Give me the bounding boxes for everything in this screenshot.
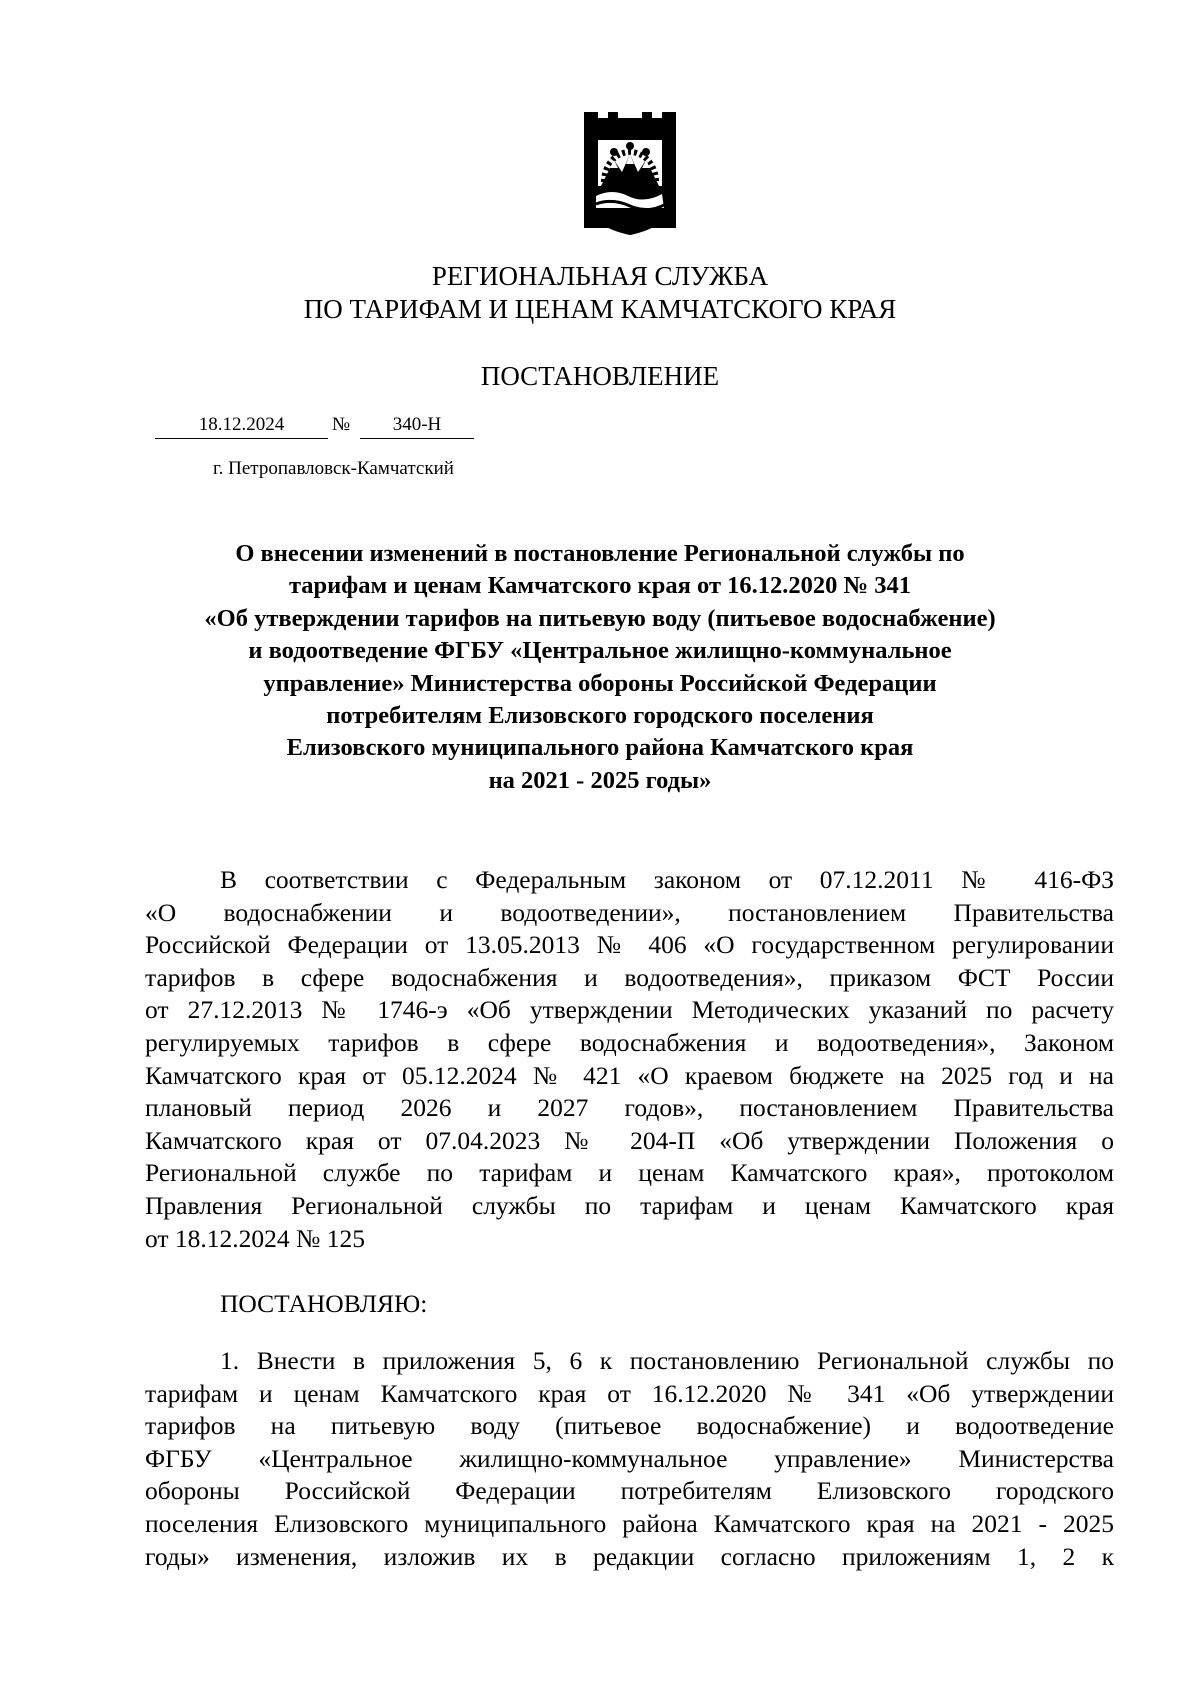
issuing-authority [0, 260, 1200, 326]
paragraph-line: от 18.12.2024 № 125 [145, 1223, 366, 1253]
paragraph-line: Региональной службе по тарифам и ценам Камчатского края», протоколом [145, 1158, 1114, 1188]
authority-line-1: РЕГИОНАЛЬНАЯ СЛУЖБА [431, 261, 769, 291]
document-type: ПОСТАНОВЛЕНИЕ [480, 361, 720, 391]
title-line: на 2021 - 2025 годы» [488, 766, 712, 794]
paragraph-line: регулируемых тарифов в сфере водоснабжения и водоотведения», Законом [145, 1027, 1114, 1057]
paragraph-line: тарифам и ценам Камчатского края от 16.12.2020 № 341 «Об утверждении [145, 1378, 1114, 1408]
title-line: тарифам и ценам Камчатского края от 16.12.2020 № 341 [288, 572, 912, 600]
title-line: потребителям Елизовского городского поселения [326, 702, 874, 730]
title-line: О внесении изменений в постановление Региональной службы по [235, 540, 965, 567]
paragraph-line: Российской Федерации от 13.05.2013 № 406 «О государственном регулировании [145, 930, 1114, 960]
preamble-paragraph [145, 864, 1114, 1255]
paragraph-line: 1. Внести в приложения 5, 6 к постановлению Региональной службы по [220, 1346, 1114, 1375]
paragraph-line: от 27.12.2013 № 1746-э «Об утверждении Методических указаний по расчету [145, 995, 1114, 1025]
issuing-city: г. Петропавловск-Камчатский [213, 458, 454, 479]
paragraph-line: обороны Российской Федерации потребителям Елизовского городского [145, 1476, 1114, 1506]
paragraph-line: ФГБУ «Центральное жилищно-коммунальное управление» Министерства [145, 1443, 1114, 1473]
number-sign: № [332, 414, 351, 435]
title-line: и водоотведение ФГБУ «Центральное жилищно-коммунальное [248, 637, 952, 665]
document-title [150, 538, 1050, 797]
paragraph-line: В соответствии с Федеральным законом от 07.12.2011 № 416-ФЗ [220, 865, 1114, 894]
document-date: 18.12.2024 [155, 412, 328, 439]
paragraph-line: Камчатского края от 07.04.2023 № 204-П «Об утверждении Положения о [145, 1125, 1114, 1155]
paragraph-line: тарифов на питьевую воду (питьевое водоснабжение) и водоотведение [145, 1411, 1114, 1441]
resolution-heading: ПОСТАНОВЛЯЮ: [220, 1289, 428, 1318]
title-line: управление» Министерства обороны Российской Федерации [263, 669, 937, 697]
authority-line-2: ПО ТАРИФАМ И ЦЕНАМ КАМЧАТСКОГО КРАЯ [303, 294, 897, 324]
paragraph-line: тарифов в сфере водоснабжения и водоотведения», приказом ФСТ России [145, 962, 1114, 992]
title-line: «Об утверждении тарифов на питьевую воду (питьевое водоснабжение) [204, 604, 996, 632]
document-date-number-row [155, 412, 474, 438]
paragraph-line: «О водоснабжении и водоотведении», постановлением Правительства [145, 897, 1114, 927]
document-number: 340-Н [360, 412, 474, 439]
kamchatka-coat-of-arms-emblem [578, 112, 682, 242]
paragraph-line: Камчатского края от 05.12.2024 № 421 «О краевом бюджете на 2025 год и на [145, 1060, 1114, 1090]
resolution-clause-1 [145, 1345, 1114, 1573]
paragraph-line: Правления Региональной службы по тарифам и ценам Камчатского края [145, 1190, 1114, 1220]
title-line: Елизовского муниципального района Камчатского края [286, 734, 914, 762]
paragraph-line: годы» изменения, изложив их в редакции согласно приложениям 1, 2 к [145, 1541, 1114, 1571]
paragraph-line: плановый период 2026 и 2027 годов», постановлением Правительства [145, 1093, 1114, 1123]
paragraph-line: поселения Елизовского муниципального района Камчатского края на 2021 - 2025 [145, 1508, 1114, 1538]
